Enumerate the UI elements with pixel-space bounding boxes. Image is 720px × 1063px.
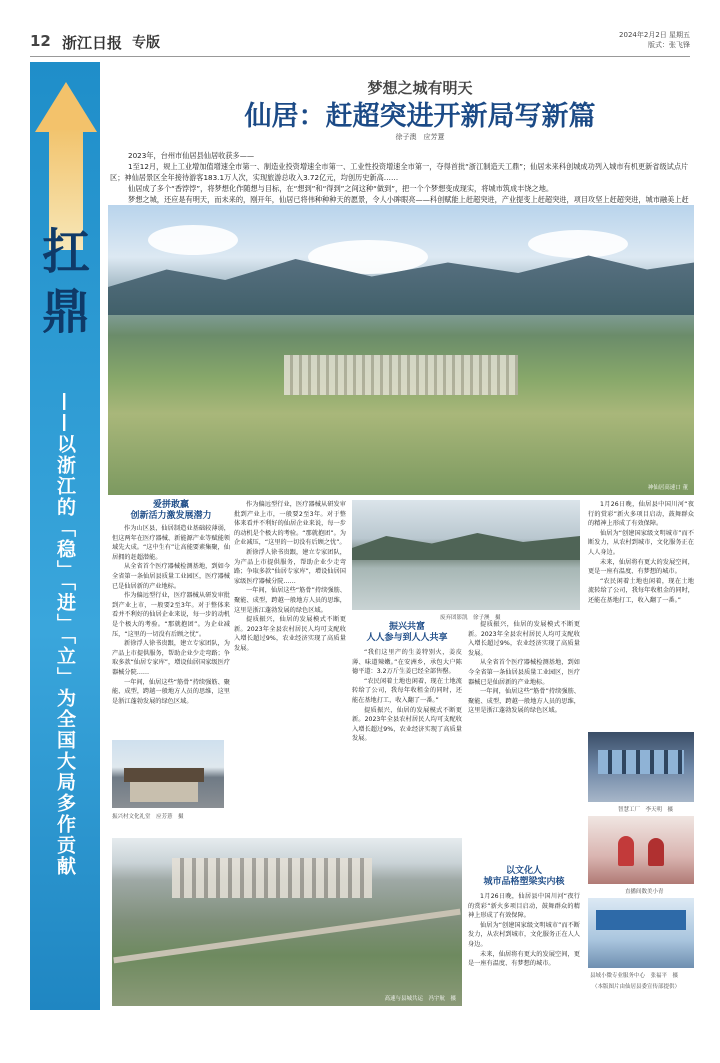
body-paragraph: 作为偏远型行业，医疗器械从研发审批到产业上市，一般要2至3年。对于整体来看并不利好的仙居企业来说，每一步的动机是个极大的考验。“那就抱团”。为企业减压，“这里的一切没有后顾之忧”。 [112, 592, 230, 638]
issue-date: 2024年2月2日 星期五 [619, 31, 690, 39]
column-two-body [234, 500, 346, 818]
body-paragraph: 作为山区县，仙居制造业基础较薄弱，但这两年在医疗器械、新能源产业等赋能领域先大成。“这中生有”让高能要素集聚，仙居拥的赶超潜能。 [112, 525, 230, 561]
lake-landscape-photo [352, 500, 580, 610]
section-innovation-body [112, 524, 230, 734]
main-landscape-photo [108, 205, 694, 495]
photo-caption: 直播间数美小青 [625, 889, 664, 895]
masthead-date [619, 30, 690, 50]
body-paragraph: 新徐浮人徐书贵跟，建立专家团队，为产品上市提供服务，帮助企业少走弯路；争取多款“仙居专家库”，增设仙居国家级医疗器械分院…… [234, 548, 346, 585]
body-paragraph: 一年间，仙居这些“筋骨”持续强筋、聚能、成型，跨越一般地方人员的思维，这里是浙江蓬勃发展的绿色区域。 [112, 678, 230, 705]
body-paragraph: “农民闲着土地也闲着，现在土地流转给了公司，我每年收租金的同时，还能在基地打工，收入翻了一番。” [352, 677, 462, 704]
photo-credit-note: （本版图片由仙居县委宣传部提供） [592, 984, 681, 990]
body-paragraph: 未来，仙居将有更大的发展空间，更是一座有温度、有梦想的城市。 [588, 558, 694, 576]
photo-caption: 废弃团影凯 徐子澳 摄 [440, 615, 501, 621]
body-paragraph: 从全省首个医疗器械检测基地，到如今全省第一条仙居县质量工业园区，医疗器械已是仙居新的产业地标。 [112, 563, 230, 590]
highway [113, 909, 460, 964]
body-paragraph: 从全省首个医疗器械检测基地，到如今全省第一条仙居县质量工业园区，医疗器械已是仙居新的产业地标。 [468, 659, 580, 686]
city-blocks [172, 858, 372, 898]
body-paragraph: “农民闲着土地也闲着，现在土地流转给了公司，我每年收租金的同时，还能在基地打工，收入翻了一番。” [588, 577, 694, 604]
body-paragraph: “我们这里产的生姜特别火，姜皮薄、味道辣嫩。”在安洲乡，承包大户陈德平道：3.2万斤生姜已经全部售罄。 [352, 649, 462, 676]
livestream-photo [588, 816, 694, 884]
lead-paragraph: 1至12月，规上工业增加值增速全市第一、制造业投资增速全市第一、工业性投资增速全市第一，夺得首批“浙江制造天工鼎”；仙居未来科创城成功列入城市有机更新省级试点片区；神仙居景区全年接待游客183.1万人次，实现旅游总收入3.72亿元，均创历史新高…… [110, 162, 689, 182]
service-counter-sign [596, 910, 686, 930]
section-revitalization-body [352, 648, 462, 836]
article-kicker: 梦想之城有明天 [367, 79, 473, 97]
up-arrow-graphic [35, 82, 97, 242]
body-paragraph: 1月26日晚，仙居县中国川河“夜行的赏彩”新火多项目启动，鼓舞群众的精神上形成了有效保障。 [468, 893, 580, 920]
body-paragraph: 仙居为“创建国家级文明城市”而不断发力，从农村到城市，文化服务正在人人身边。 [588, 529, 694, 556]
page-number: 12 [30, 32, 51, 50]
sidebar-slogan: ——以浙江的「稳」「进」「立」为全国大局多作贡献 [54, 392, 76, 877]
section-culture-body [468, 892, 580, 1007]
photo-caption: 高速与县城共运 冯宇航 摄 [384, 996, 456, 1002]
section-title-innovation: 爱拼敢赢 创新活力激发展潜力 [130, 500, 212, 521]
body-paragraph: 一年间，仙居这些“筋骨”持续强筋、聚能、成型，跨越一般地方人员的思维，这里是浙江蓬勃发展的绿色区域。 [234, 587, 346, 614]
body-paragraph: 仙居为“创建国家级文明城市”而不断发力，从农村到城市，文化服务正在人人身边。 [468, 921, 580, 948]
smart-factory-photo [588, 732, 694, 802]
paper-name: 浙江日报 [62, 34, 123, 52]
screen-wall [598, 750, 684, 774]
layout-editor: 版式：张飞锋 [648, 41, 690, 49]
presenter-figure [618, 836, 634, 866]
body-paragraph: 新徐浮人徐书贵跟，建立专家团队，为产品上市提供服务，帮助企业少走弯路；争取多款“仙居专家库”，增设仙居国家级医疗器械分院…… [112, 640, 230, 676]
photo-caption: 神仙居高速口 董 [647, 485, 688, 491]
hall-wall [130, 782, 198, 802]
cloud [148, 225, 238, 255]
service-center-photo [588, 898, 694, 968]
body-paragraph: 提质振兴，仙居的发展模式不断更新。2023年全县农村居民人均可支配收入增长超过9%，农业经济实现了高质量发展。 [352, 706, 462, 743]
body-paragraph: 一年间，仙居这些“筋骨”持续强筋、聚能、成型，跨越一般地方人员的思维，这里是浙江蓬勃发展的绿色区域。 [468, 688, 580, 715]
arrow-head [35, 82, 97, 132]
section-label: 专版 [132, 35, 160, 51]
hall-roof [124, 768, 204, 782]
lead-paragraph: 2023年，台州市仙居县仙居收获多—— [128, 151, 255, 160]
body-paragraph: 提质振兴，仙居的发展模式不断更新。2023年全县农村居民人均可支配收入增长超过9%，农业经济实现了高质量发展。 [468, 621, 580, 657]
presenter-figure [648, 838, 664, 866]
body-paragraph: 未来，仙居将有更大的发展空间，更是一座有温度、有梦想的城市。 [468, 950, 580, 968]
village-cluster [284, 355, 518, 395]
article-byline: 徐子澳 应芳薏 [395, 133, 445, 141]
body-paragraph: 1月26日晚，仙居县中国川河“夜行的赏彩”新火多项目启动，鼓舞群众的精神上形成了有效保障。 [588, 501, 694, 528]
masthead [30, 30, 690, 57]
hill-silhouette [352, 530, 580, 560]
lead-paragraph: 仙居成了多个“香饽饽”，将梦想化作随想与目标，在“想到”和“得到”之间这种“做到”，把一个个梦想变成现实，将城市筑成丰饶之地。 [128, 184, 554, 193]
body-paragraph: 提质振兴，仙居的发展模式不断更新。2023年全县农村居民人均可支配收入增长超过9%，农业经济实现了高质量发展。 [234, 616, 346, 652]
body-paragraph: 作为偏远型行业，医疗器械从研发审批到产业上市，一般要2至3年。对于整体来看并不利好的仙居企业来说，每一步的动机是个极大的考验。“那就抱团”。为企业减压，“这里的一切没有后顾之忧”。 [234, 501, 346, 547]
section-title-revitalization: 振兴共富 人人参与到人人共享 [366, 622, 448, 643]
column-four-body [468, 620, 580, 860]
photo-caption: 县域小微专业服务中心 张福平 摄 [590, 973, 679, 979]
photo-caption: 智慧工厂 李天明 摄 [618, 807, 674, 813]
article-headline: 仙居：赶超突进开新局写新篇 [244, 101, 596, 132]
cultural-hall-photo [112, 740, 224, 808]
sidebar-banner [30, 62, 100, 1010]
sidebar-char-2: 鼎 [41, 284, 90, 340]
sidebar-char-1: 扛 [41, 224, 90, 280]
lead-paragraph: 梦想之城，还应是有明天，而未来的，刚开年，仙居已将伟种种种天的愿景，令人小眸眼亮——科创赋能上赶超突进，产业提变上赶超突进，项目攻坚上赶超突进，城市融美上赶 [128, 195, 689, 204]
aerial-city-photo [112, 838, 462, 1006]
section-title-culture: 以文化人 城市品格塑梁实内核 [483, 866, 565, 887]
right-column-body [588, 500, 694, 726]
cloud [528, 230, 628, 258]
photo-caption: 振兴村文化礼堂 应芳薏 摄 [112, 814, 184, 820]
